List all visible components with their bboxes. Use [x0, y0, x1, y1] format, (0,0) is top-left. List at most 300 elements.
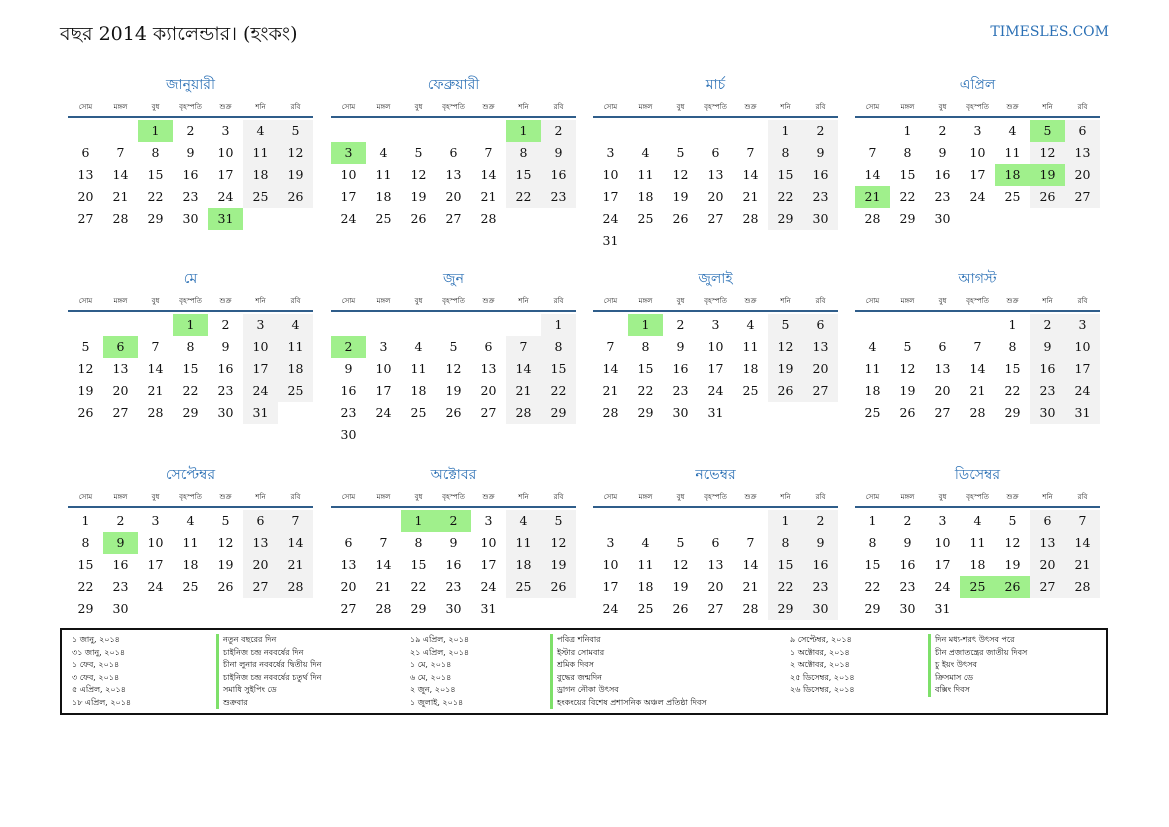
day-cell: 8	[506, 142, 541, 164]
day-cell: 3	[151, 513, 160, 528]
day-cell: 27	[445, 211, 462, 226]
days-grid	[593, 314, 838, 446]
legend-holiday-name: শুক্রবার	[216, 697, 248, 710]
day-cell: 15	[768, 554, 803, 576]
day-cell: 19	[672, 579, 689, 594]
day-cell: 14	[742, 167, 759, 182]
weekday-label: শনি	[518, 103, 529, 111]
day-cell: 14	[864, 167, 881, 182]
day-cell: 20	[480, 383, 497, 398]
weekday-label: সোম	[341, 297, 356, 305]
day-cell: 24	[147, 579, 164, 594]
legend-date: ২ অক্টোবর, ২০১৪	[790, 660, 850, 669]
day-cell: 31	[243, 402, 278, 424]
day-cell: 25	[375, 211, 392, 226]
legend-holiday-name: চাইনিজ চন্দ্র নববর্ষের চতুর্থ দিন	[216, 672, 321, 685]
day-cell: 12	[77, 361, 94, 376]
weekday-label: শুক্র	[744, 297, 757, 305]
day-cell: 25	[410, 405, 427, 420]
legend-holiday-name: চু ইয়ং উৎসব	[928, 659, 977, 672]
month-calendar	[68, 74, 313, 252]
day-cell: 12	[278, 142, 313, 164]
day-cell: 11	[1004, 145, 1021, 160]
day-cell: 15	[541, 358, 576, 380]
day-cell: 15	[506, 164, 541, 186]
day-cell: 5	[676, 535, 685, 550]
site-link[interactable]: TIMESLES.COM	[990, 24, 1109, 40]
day-cell: 13	[803, 336, 838, 358]
legend-holiday-name: বক্সিং দিবস	[928, 684, 970, 697]
day-cell: 2	[541, 120, 576, 142]
day-cell: 4	[973, 513, 982, 528]
day-cell: 28	[742, 211, 759, 226]
day-cell: 27	[1030, 576, 1065, 598]
holiday-day-cell: 2	[331, 336, 366, 358]
day-cell: 12	[1004, 535, 1021, 550]
day-cell: 6	[1030, 510, 1065, 532]
day-cell: 16	[803, 164, 838, 186]
day-cell: 20	[1030, 554, 1065, 576]
day-cell: 4	[186, 513, 195, 528]
weekday-label: মঙ্গল	[638, 103, 653, 111]
day-cell: 16	[672, 361, 689, 376]
day-cell: 4	[868, 339, 877, 354]
day-cell: 24	[340, 211, 357, 226]
day-cell: 13	[112, 361, 129, 376]
weekday-label: মঙ্গল	[113, 297, 128, 305]
day-cell: 5	[278, 120, 313, 142]
day-cell: 7	[151, 339, 160, 354]
day-cell: 26	[541, 576, 576, 598]
day-cell: 18	[243, 164, 278, 186]
day-cell: 6	[711, 535, 720, 550]
month-name: মার্চ	[705, 77, 726, 93]
day-cell: 14	[112, 167, 129, 182]
weekday-header	[593, 100, 838, 118]
days-grid	[855, 120, 1100, 252]
day-cell: 2	[186, 123, 195, 138]
day-cell: 19	[278, 164, 313, 186]
day-cell: 25	[506, 576, 541, 598]
month-name: জুলাই	[698, 271, 733, 287]
day-cell: 9	[449, 535, 458, 550]
day-cell: 17	[1065, 358, 1100, 380]
day-cell: 28	[864, 211, 881, 226]
weekday-label: মঙ্গল	[113, 103, 128, 111]
weekday-label: বুধ	[938, 297, 947, 305]
legend-date: ২১ এপ্রিল, ২০১৪	[410, 647, 470, 657]
day-cell: 23	[182, 189, 199, 204]
day-cell: 30	[217, 405, 234, 420]
day-cell: 11	[864, 361, 881, 376]
day-cell: 28	[112, 211, 129, 226]
day-cell: 28	[602, 405, 619, 420]
day-cell: 24	[217, 189, 234, 204]
day-cell: 29	[1004, 405, 1021, 420]
weekday-label: সোম	[78, 297, 93, 305]
legend-date: ১ ফেব, ২০১৪	[72, 660, 120, 669]
weekday-label: বৃহস্পতি	[442, 493, 465, 501]
days-grid	[68, 120, 313, 252]
day-cell: 22	[506, 186, 541, 208]
weekday-label: শুক্র	[482, 103, 495, 111]
day-cell: 3	[484, 513, 493, 528]
day-cell: 9	[676, 339, 685, 354]
holiday-day-cell: 31	[208, 208, 243, 230]
day-cell: 29	[768, 208, 803, 230]
weekday-label: বুধ	[151, 297, 160, 305]
weekday-label: বুধ	[414, 103, 423, 111]
day-cell: 17	[480, 557, 497, 572]
day-cell: 29	[864, 601, 881, 616]
day-cell: 30	[934, 211, 951, 226]
weekday-label: বুধ	[938, 103, 947, 111]
day-cell: 25	[1004, 189, 1021, 204]
day-cell: 16	[899, 557, 916, 572]
day-cell: 5	[768, 314, 803, 336]
day-cell: 16	[340, 383, 357, 398]
day-cell: 17	[707, 361, 724, 376]
month-name: আগস্ট	[958, 271, 997, 287]
day-cell: 8	[186, 339, 195, 354]
day-cell: 29	[410, 601, 427, 616]
day-cell: 23	[803, 186, 838, 208]
day-cell: 30	[899, 601, 916, 616]
day-cell: 22	[77, 579, 94, 594]
day-cell: 2	[1030, 314, 1065, 336]
day-cell: 3	[606, 145, 615, 160]
day-cell: 2	[221, 317, 230, 332]
weekday-header	[855, 490, 1100, 508]
legend-date: ২ জুন, ২০১৪	[410, 685, 456, 694]
legend-date: ১ মে, ২০১৪	[410, 660, 452, 669]
weekday-label: রবি	[815, 297, 826, 305]
day-cell: 9	[803, 532, 838, 554]
day-cell: 22	[182, 383, 199, 398]
legend-holiday-name: চীন প্রজাতন্ত্রের জাতীয় দিবস	[928, 647, 1027, 660]
day-cell: 17	[217, 167, 234, 182]
weekday-label: রবি	[1077, 103, 1088, 111]
legend-date: ১ অক্টোবর, ২০১৪	[790, 647, 850, 657]
day-cell: 18	[742, 361, 759, 376]
day-cell: 3	[711, 317, 720, 332]
day-cell: 6	[344, 535, 353, 550]
day-cell: 16	[112, 557, 129, 572]
day-cell: 14	[506, 358, 541, 380]
month-name: ফেব্রুয়ারী	[427, 77, 480, 93]
legend-holiday-name: বুদ্ধের জন্মদিন	[550, 672, 602, 685]
weekday-label: বুধ	[151, 493, 160, 501]
day-cell: 21	[1065, 554, 1100, 576]
weekday-label: সোম	[341, 103, 356, 111]
holiday-day-cell: 1	[401, 510, 436, 532]
weekday-header	[855, 294, 1100, 312]
day-cell: 11	[375, 167, 392, 182]
day-cell: 13	[1065, 142, 1100, 164]
day-cell: 11	[182, 535, 199, 550]
day-cell: 29	[768, 598, 803, 620]
weekday-label: রবি	[815, 493, 826, 501]
day-cell: 7	[484, 145, 493, 160]
month-name: ডিসেম্বর	[954, 467, 1001, 483]
weekday-label: মঙ্গল	[376, 493, 391, 501]
day-cell: 24	[602, 601, 619, 616]
day-cell: 20	[707, 189, 724, 204]
weekday-label: শুক্র	[482, 297, 495, 305]
day-cell: 21	[147, 383, 164, 398]
day-cell: 31	[934, 601, 951, 616]
day-cell: 20	[445, 189, 462, 204]
day-cell: 31	[1065, 402, 1100, 424]
day-cell: 28	[742, 601, 759, 616]
month-calendar	[331, 464, 576, 642]
holiday-day-cell: 18	[995, 164, 1030, 186]
weekday-label: মঙ্গল	[638, 493, 653, 501]
day-cell: 30	[112, 601, 129, 616]
weekday-label: শনি	[255, 103, 266, 111]
day-cell: 17	[602, 579, 619, 594]
day-cell: 15	[899, 167, 916, 182]
day-cell: 29	[77, 601, 94, 616]
day-cell: 22	[899, 189, 916, 204]
day-cell: 1	[903, 123, 912, 138]
day-cell: 10	[707, 339, 724, 354]
day-cell: 20	[112, 383, 129, 398]
day-cell: 7	[1065, 510, 1100, 532]
day-cell: 9	[221, 339, 230, 354]
weekday-label: শনি	[780, 297, 791, 305]
day-cell: 4	[243, 120, 278, 142]
day-cell: 23	[1030, 380, 1065, 402]
day-cell: 7	[868, 145, 877, 160]
month-calendar	[331, 74, 576, 252]
day-cell: 18	[637, 579, 654, 594]
day-cell: 28	[375, 601, 392, 616]
day-cell: 22	[410, 579, 427, 594]
day-cell: 19	[541, 554, 576, 576]
day-cell: 12	[541, 532, 576, 554]
day-cell: 16	[217, 361, 234, 376]
day-cell: 22	[768, 576, 803, 598]
day-cell: 29	[182, 405, 199, 420]
day-cell: 30	[340, 427, 357, 442]
day-cell: 10	[147, 535, 164, 550]
weekday-label: রবি	[290, 103, 301, 111]
day-cell: 10	[340, 167, 357, 182]
day-cell: 8	[903, 145, 912, 160]
day-cell: 22	[768, 186, 803, 208]
day-cell: 26	[768, 380, 803, 402]
day-cell: 19	[217, 557, 234, 572]
weekday-label: বৃহস্পতি	[704, 493, 727, 501]
weekday-header	[68, 294, 313, 312]
days-grid	[855, 510, 1100, 642]
day-cell: 12	[1030, 142, 1065, 164]
holiday-day-cell: 9	[103, 532, 138, 554]
day-cell: 11	[742, 339, 759, 354]
day-cell: 14	[1065, 532, 1100, 554]
legend-holiday-name: পবিত্র শনিবার	[550, 634, 601, 647]
day-cell: 6	[1065, 120, 1100, 142]
day-cell: 31	[602, 233, 619, 248]
day-cell: 27	[243, 576, 278, 598]
day-cell: 3	[606, 535, 615, 550]
days-grid	[68, 314, 313, 446]
weekday-label: শনি	[518, 493, 529, 501]
weekday-label: রবি	[553, 493, 564, 501]
day-cell: 6	[243, 510, 278, 532]
day-cell: 11	[243, 142, 278, 164]
legend-holiday-name: হংকংয়ের বিশেষ প্রশাসনিক অঞ্চল প্রতিষ্ঠা দিবস	[550, 697, 707, 710]
day-cell: 21	[742, 579, 759, 594]
day-cell: 18	[278, 358, 313, 380]
day-cell: 30	[182, 211, 199, 226]
day-cell: 27	[112, 405, 129, 420]
day-cell: 2	[803, 120, 838, 142]
weekday-label: বৃহস্পতি	[179, 297, 202, 305]
weekday-label: সোম	[603, 103, 618, 111]
day-cell: 20	[340, 579, 357, 594]
weekday-label: বৃহস্পতি	[704, 103, 727, 111]
day-cell: 29	[147, 211, 164, 226]
day-cell: 21	[375, 579, 392, 594]
holiday-day-cell: 26	[995, 576, 1030, 598]
holiday-day-cell: 21	[855, 186, 890, 208]
day-cell: 23	[541, 186, 576, 208]
day-cell: 1	[868, 513, 877, 528]
day-cell: 16	[541, 164, 576, 186]
day-cell: 30	[803, 598, 838, 620]
day-cell: 29	[541, 402, 576, 424]
day-cell: 5	[81, 339, 90, 354]
day-cell: 7	[606, 339, 615, 354]
day-cell: 9	[903, 535, 912, 550]
legend-holiday-name: চাইনিজ চন্দ্র নববর্ষের দিন	[216, 647, 303, 660]
days-grid	[331, 510, 576, 642]
day-cell: 9	[344, 361, 353, 376]
day-cell: 6	[711, 145, 720, 160]
weekday-label: রবি	[1077, 493, 1088, 501]
day-cell: 16	[182, 167, 199, 182]
month-name: জুন	[443, 271, 464, 287]
day-cell: 20	[243, 554, 278, 576]
day-cell: 21	[602, 383, 619, 398]
day-cell: 28	[1065, 576, 1100, 598]
weekday-label: মঙ্গল	[113, 493, 128, 501]
day-cell: 22	[637, 383, 654, 398]
legend-holiday-name: চীনা লুনার নববর্ষের দ্বিতীয় দিন	[216, 659, 321, 672]
weekday-label: বৃহস্পতি	[966, 297, 989, 305]
day-cell: 19	[672, 189, 689, 204]
day-cell: 1	[81, 513, 90, 528]
weekday-header	[68, 490, 313, 508]
day-cell: 8	[868, 535, 877, 550]
weekday-label: শুক্র	[219, 493, 232, 501]
day-cell: 26	[672, 211, 689, 226]
month-calendar	[855, 268, 1100, 446]
day-cell: 15	[637, 361, 654, 376]
day-cell: 23	[899, 579, 916, 594]
day-cell: 25	[742, 383, 759, 398]
days-grid	[593, 510, 838, 642]
day-cell: 28	[480, 211, 497, 226]
day-cell: 11	[637, 167, 654, 182]
weekday-label: বৃহস্পতি	[966, 103, 989, 111]
day-cell: 19	[410, 189, 427, 204]
weekday-label: মঙ্গল	[376, 103, 391, 111]
weekday-label: শনি	[518, 297, 529, 305]
day-cell: 4	[746, 317, 755, 332]
legend-date: ২৬ ডিসেম্বর, ২০১৪	[790, 685, 855, 694]
day-cell: 16	[445, 557, 462, 572]
day-cell: 4	[414, 339, 423, 354]
weekday-label: বুধ	[414, 493, 423, 501]
day-cell: 21	[480, 189, 497, 204]
day-cell: 2	[676, 317, 685, 332]
day-cell: 13	[707, 557, 724, 572]
day-cell: 21	[742, 189, 759, 204]
day-cell: 10	[217, 145, 234, 160]
day-cell: 2	[116, 513, 125, 528]
day-cell: 25	[864, 405, 881, 420]
day-cell: 10	[480, 535, 497, 550]
month-name: সেপ্টেম্বর	[165, 467, 216, 483]
day-cell: 5	[414, 145, 423, 160]
day-cell: 28	[278, 576, 313, 598]
month-calendar	[855, 464, 1100, 642]
day-cell: 10	[602, 557, 619, 572]
day-cell: 10	[1065, 336, 1100, 358]
day-cell: 26	[77, 405, 94, 420]
day-cell: 11	[637, 557, 654, 572]
day-cell: 20	[1065, 164, 1100, 186]
legend-holiday-name: নতুন বছরের দিন	[216, 634, 276, 647]
weekday-label: বুধ	[151, 103, 160, 111]
day-cell: 15	[1004, 361, 1021, 376]
day-cell: 6	[803, 314, 838, 336]
weekday-header	[331, 294, 576, 312]
day-cell: 30	[803, 208, 838, 230]
day-cell: 11	[969, 535, 986, 550]
weekday-label: মঙ্গল	[900, 493, 915, 501]
day-cell: 22	[1004, 383, 1021, 398]
day-cell: 7	[506, 336, 541, 358]
day-cell: 12	[217, 535, 234, 550]
day-cell: 16	[934, 167, 951, 182]
day-cell: 27	[340, 601, 357, 616]
holiday-day-cell: 6	[103, 336, 138, 358]
day-cell: 25	[637, 601, 654, 616]
day-cell: 12	[672, 167, 689, 182]
weekday-label: বুধ	[676, 493, 685, 501]
day-cell: 13	[934, 361, 951, 376]
day-cell: 8	[768, 532, 803, 554]
weekday-header	[331, 490, 576, 508]
legend-holiday-name: ড্রাগন নৌকা উৎসব	[550, 684, 619, 697]
day-cell: 23	[934, 189, 951, 204]
day-cell: 4	[278, 314, 313, 336]
weekday-label: রবি	[815, 103, 826, 111]
weekday-label: রবি	[553, 297, 564, 305]
day-cell: 5	[449, 339, 458, 354]
day-cell: 28	[506, 402, 541, 424]
weekday-label: বৃহস্পতি	[442, 103, 465, 111]
weekday-label: বুধ	[414, 297, 423, 305]
legend-holiday-name: ইস্টার সোমবার	[550, 647, 604, 660]
day-cell: 25	[182, 579, 199, 594]
day-cell: 9	[938, 145, 947, 160]
month-name: এপ্রিল	[959, 77, 996, 93]
